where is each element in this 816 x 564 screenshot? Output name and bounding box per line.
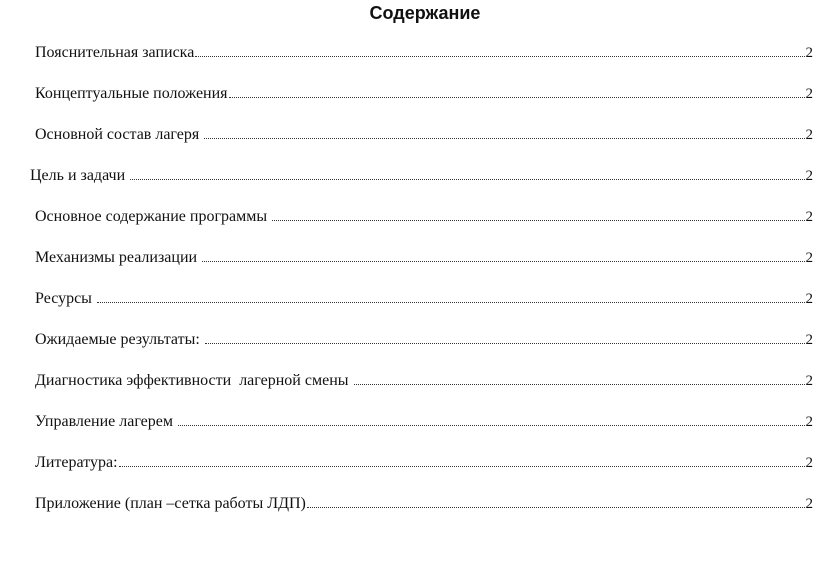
toc-entry-page: 2 <box>805 250 813 266</box>
toc-leader-dots <box>354 383 805 385</box>
toc-leader-dots <box>97 301 805 303</box>
toc-leader-dots <box>119 465 805 467</box>
toc-entry <box>35 249 813 271</box>
toc-entry-page: 2 <box>805 414 813 430</box>
toc-entry-page: 2 <box>805 45 813 61</box>
toc-entry <box>35 85 813 107</box>
toc-leader-dots <box>229 96 805 98</box>
toc-entry-label: Литература: <box>35 454 118 471</box>
toc-entry-page: 2 <box>805 209 813 225</box>
toc-entry <box>35 454 813 476</box>
toc-entry-label: Механизмы реализации <box>35 249 202 266</box>
toc-entry-label: Цель и задачи <box>30 167 130 184</box>
toc-entry-page: 2 <box>805 455 813 471</box>
toc-leader-dots <box>272 219 804 221</box>
toc-entry-label: Концептуальные положения <box>35 85 228 102</box>
toc-entry <box>35 290 813 312</box>
toc-leader-dots <box>195 55 804 57</box>
toc-entry-label: Управление лагерем <box>35 413 178 430</box>
toc-entry-page: 2 <box>805 291 813 307</box>
toc-entry-page: 2 <box>805 127 813 143</box>
toc-leader-dots <box>130 178 804 180</box>
toc-entry <box>35 126 813 148</box>
toc-entry-page: 2 <box>805 332 813 348</box>
toc-entry-label: Ресурсы <box>35 290 96 307</box>
toc-entry <box>35 44 813 66</box>
toc-entry-label: Пояснительная записка <box>35 44 195 61</box>
toc-entry <box>35 208 813 230</box>
toc-entry-label: Приложение (план –сетка работы ЛДП) <box>35 495 306 512</box>
toc-entry-label: Основное содержание программы <box>35 208 272 225</box>
toc-leader-dots <box>204 137 804 139</box>
toc-entry-page: 2 <box>805 168 813 184</box>
toc-leader-dots <box>202 260 804 262</box>
toc-entry-label: Диагностика эффективности лагерной смены <box>35 372 353 389</box>
toc-entry-label: Основной состав лагеря <box>35 126 204 143</box>
toc-entry-page: 2 <box>805 496 813 512</box>
toc-entry <box>30 167 813 189</box>
page-title: Содержание <box>369 3 481 23</box>
toc-entry <box>35 331 813 353</box>
toc-leader-dots <box>178 424 804 426</box>
toc-entry-label: Ожидаемые результаты: <box>35 331 204 348</box>
toc-leader-dots <box>205 342 805 344</box>
toc-entry <box>35 495 813 517</box>
toc-entry <box>35 413 813 435</box>
toc-entry <box>35 372 813 394</box>
toc-leader-dots <box>307 506 805 508</box>
toc-entry-page: 2 <box>805 86 813 102</box>
toc-entry-page: 2 <box>805 373 813 389</box>
